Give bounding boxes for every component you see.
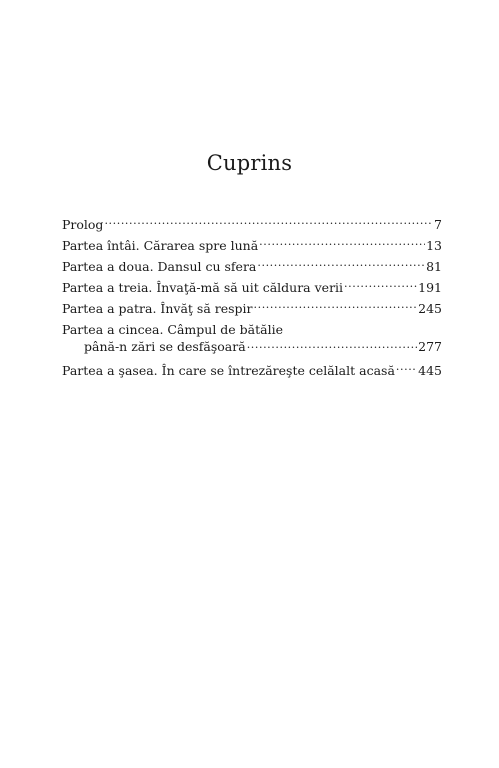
toc-entry-prolog[interactable] [62,214,442,235]
toc-entry-part-4[interactable] [62,298,442,319]
page-title: Cuprins [206,151,293,175]
dot-leader [247,338,417,351]
dot-leader [254,301,418,314]
toc-page-number: 245 [418,301,442,316]
toc-entry-title: Partea a doua. Dansul cu sfera [62,259,257,274]
dot-leader [259,238,425,251]
toc-page-number: 7 [434,217,442,232]
toc-entry-part-2[interactable] [62,256,442,277]
toc-entry-part-5[interactable] [62,322,442,355]
toc-entry-title: Partea a treia. Învaţă-mă să uit căldura verii [62,280,344,295]
dot-leader [344,280,417,293]
dot-leader [104,217,433,230]
dot-leader [257,259,425,272]
toc-page-number: 13 [426,238,442,253]
toc-page-number: 81 [426,259,442,274]
toc-entry-title: Partea întâi. Cărarea spre lună [62,238,259,253]
dot-leader [396,362,417,375]
toc-entry-title: Partea a cincea. Câmpul de bătălie [62,322,283,337]
toc-entry-title: Prolog [62,217,104,232]
table-of-contents [62,214,442,381]
toc-entry-title-continuation [62,338,442,355]
toc-entry-title-line2: până-n zări se desfăşoară [84,338,246,354]
toc-entry-part-6[interactable] [62,360,442,381]
toc-entry-part-3[interactable] [62,277,442,298]
toc-page-number: 445 [418,362,442,378]
toc-entry-part-1[interactable] [62,235,442,256]
toc-entry-title: Partea a şasea. În care se întrezăreşte celălalt acasă [62,362,395,378]
toc-page-number: 277 [418,338,442,354]
toc-entry-title: Partea a patra. Învăţ să respir [62,301,253,316]
toc-page-number: 191 [418,280,442,295]
